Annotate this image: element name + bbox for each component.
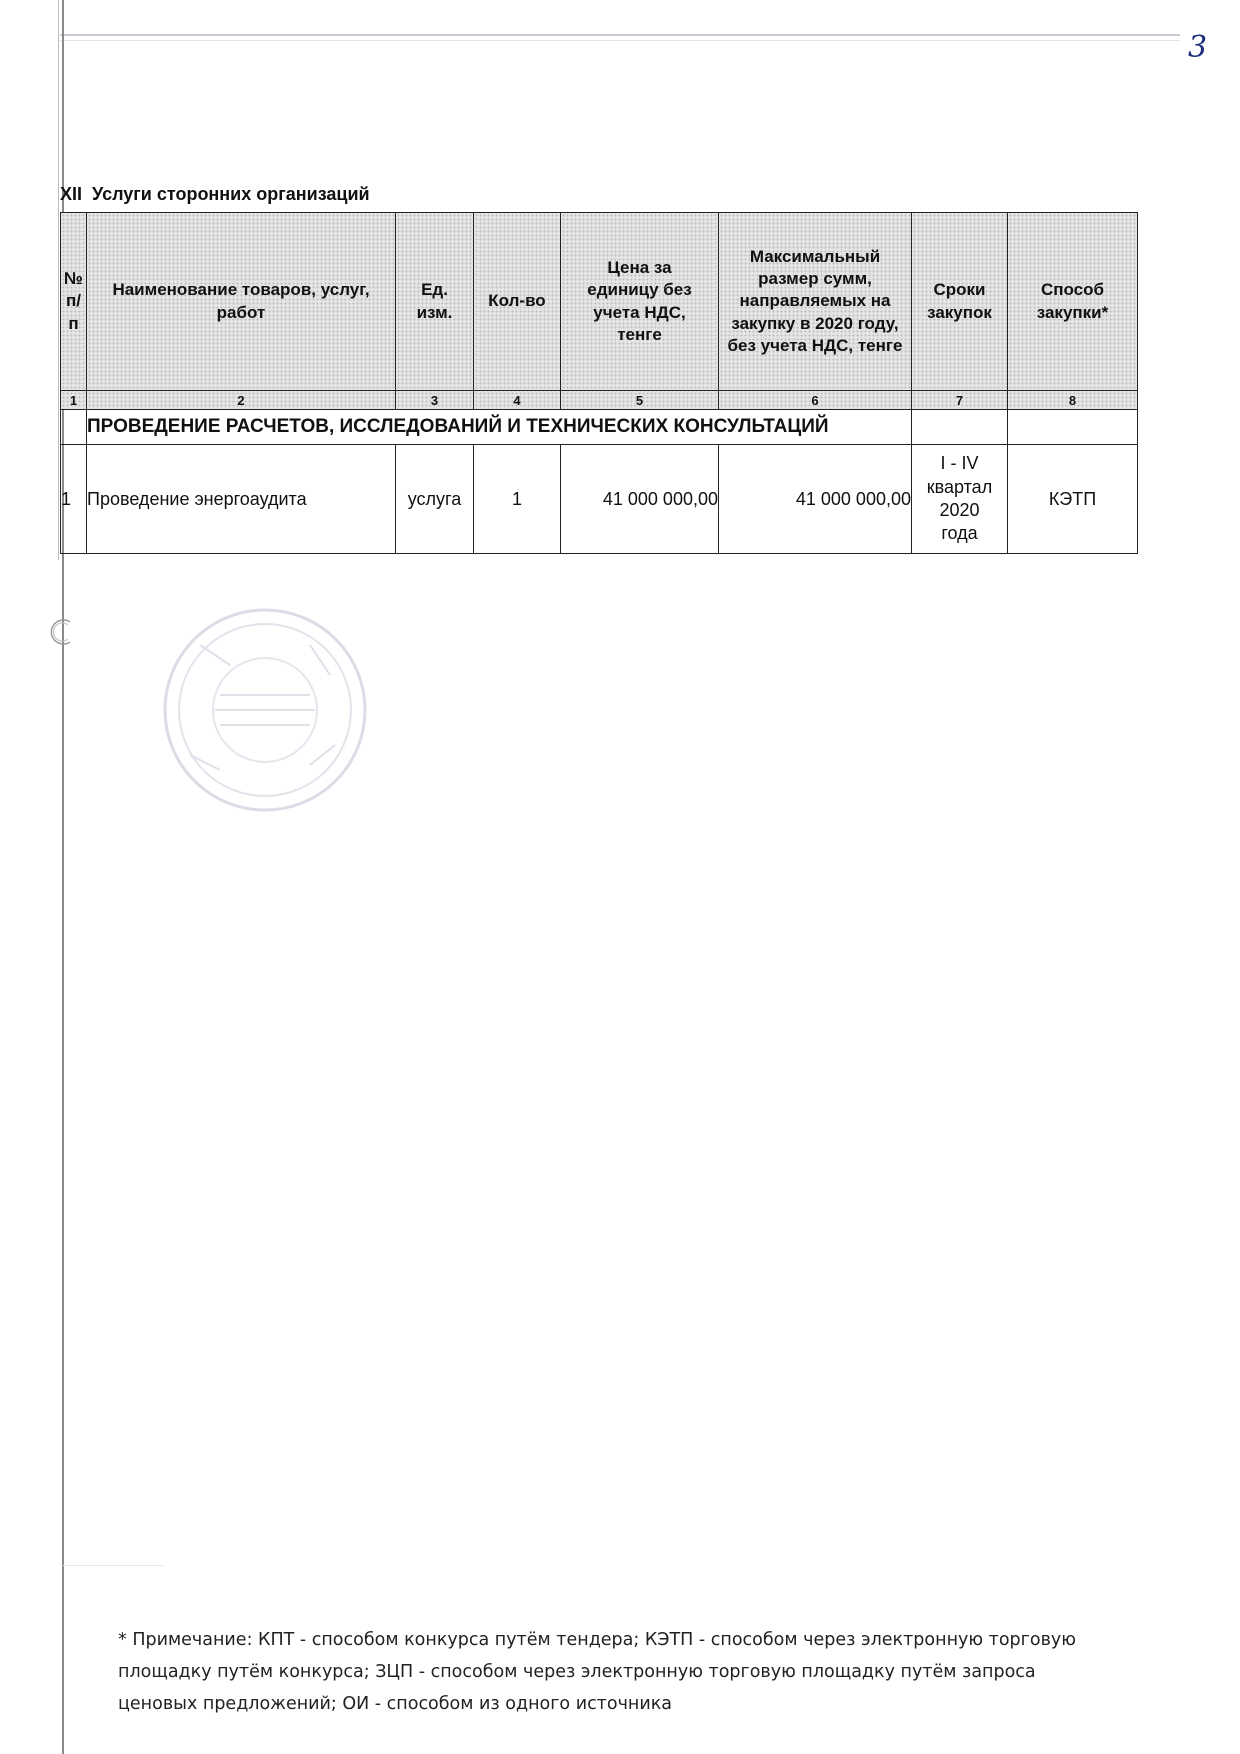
section-heading [60, 184, 370, 205]
header-cell-price: Цена за единицу без учета НДС, тенге [561, 213, 719, 391]
header-cell-num: № п/п [61, 213, 87, 391]
section-number: XII [60, 184, 83, 204]
row-max-sum: 41 000 000,00 [719, 445, 912, 554]
faded-seal-stamp-icon [160, 605, 370, 815]
header-cell-term: Сроки закупок [912, 213, 1008, 391]
row-term-line: года [941, 523, 978, 544]
row-name: Проведение энергоаудита [87, 445, 396, 554]
category-empty-cell [1008, 410, 1138, 445]
column-number: 7 [912, 391, 1008, 410]
row-price: 41 000 000,00 [561, 445, 719, 554]
header-cell-method: Способ закупки* [1008, 213, 1138, 391]
page-number: 3 [1188, 30, 1208, 65]
scan-mark [63, 1565, 163, 1566]
column-number: 1 [61, 391, 87, 410]
scan-edge-left-secondary [58, 0, 59, 560]
column-number: 2 [87, 391, 396, 410]
row-number: 1 [61, 445, 87, 554]
row-term [912, 445, 1008, 554]
header-cell-max-sum: Максимальный размер сумм, направляемых на закупку в 2020 году, без учета НДС, тенге [719, 213, 912, 391]
header-cell-qty: Кол-во [474, 213, 561, 391]
category-row [61, 410, 1138, 445]
row-method: КЭТП [1008, 445, 1138, 554]
row-term-line: I - IV [940, 453, 979, 474]
header-cell-name: Наименование товаров, услуг, работ [87, 213, 396, 391]
scan-edge-top-secondary [60, 40, 1180, 41]
column-number: 6 [719, 391, 912, 410]
procurement-table [60, 212, 1138, 554]
row-qty: 1 [474, 445, 561, 554]
column-number-row [61, 391, 1138, 410]
table-header-row [61, 213, 1138, 391]
column-number: 5 [561, 391, 719, 410]
footnote: * Примечание: КПТ - способом конкурса путём тендера; КЭТП - способом через электронную торговую площадку путём конкурса; ЗЦП - способом через электронную торговую площадку путём запроса ценовых предложений; ОИ - способом из одного источника [118, 1630, 1076, 1714]
column-number: 4 [474, 391, 561, 410]
column-number: 8 [1008, 391, 1138, 410]
row-term-line: квартал [926, 476, 993, 497]
category-empty-cell [61, 410, 87, 445]
section-title: Услуги сторонних организаций [92, 184, 370, 204]
category-empty-cell [912, 410, 1008, 445]
category-title: ПРОВЕДЕНИЕ РАСЧЕТОВ, ИССЛЕДОВАНИЙ И ТЕХНИЧЕСКИХ КОНСУЛЬТАЦИЙ [87, 410, 912, 445]
binder-hole-icon [48, 618, 76, 646]
column-number: 3 [396, 391, 474, 410]
table-row [61, 445, 1138, 554]
header-cell-unit: Ед. изм. [396, 213, 474, 391]
row-unit: услуга [396, 445, 474, 554]
row-term-line: 2020 [939, 500, 980, 520]
scan-edge-top [60, 34, 1180, 36]
